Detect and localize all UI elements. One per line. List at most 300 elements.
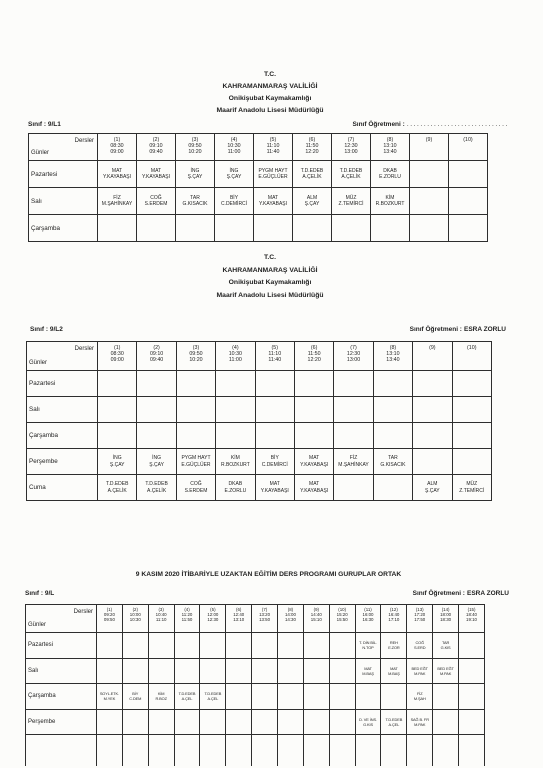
empty-cell xyxy=(174,709,200,735)
teacher-name: M.PAK xyxy=(414,670,426,676)
teacher-name: E.ZORLU xyxy=(224,487,247,494)
lesson-cell xyxy=(254,188,293,215)
teacher-name: M.YEK xyxy=(103,696,116,702)
period-end-time: 13:00 xyxy=(344,149,358,156)
timetable-grid xyxy=(28,133,488,242)
lesson-cell xyxy=(176,449,215,475)
period-end-time: 13:40 xyxy=(386,357,400,364)
lesson-cell xyxy=(452,475,491,501)
program-title: 9 KASIM 2020 İTİBARİYLE UZAKTAN EĞİTİM DERS PROGRAMI GURUPLAR ORTAK xyxy=(135,571,402,578)
school-line: Maarif Anadolu Lisesi Müdürlüğü xyxy=(216,107,324,114)
period-header xyxy=(176,134,215,161)
lesson-name: MÜZ xyxy=(466,481,478,488)
empty-cell xyxy=(413,371,452,397)
empty-cell xyxy=(122,633,148,659)
period-start-time: 13:20 xyxy=(259,612,271,618)
period-start-time: 08:30 xyxy=(110,143,124,150)
empty-cell xyxy=(355,684,381,710)
empty-cell xyxy=(176,371,215,397)
empty-cell xyxy=(122,735,148,767)
class-teacher-name: ESRA ZORLU xyxy=(463,326,506,333)
period-number: (9) xyxy=(425,137,433,143)
empty-cell xyxy=(373,423,412,449)
teacher-name: R.BOZ xyxy=(155,696,167,702)
lesson-cell xyxy=(148,684,174,710)
period-header xyxy=(452,342,491,371)
empty-cell xyxy=(200,658,226,684)
district-line: Onikişubat Kaymakamlığı xyxy=(228,95,312,102)
period-end-time: 14:30 xyxy=(284,617,296,623)
corner-cell xyxy=(26,605,97,633)
empty-cell xyxy=(148,633,174,659)
lesson-cell xyxy=(254,161,293,188)
empty-cell xyxy=(413,397,452,423)
header-row xyxy=(27,342,492,371)
lesson-cell xyxy=(407,709,433,735)
period-start-time: 13:10 xyxy=(386,351,400,358)
lesson-cell xyxy=(215,161,254,188)
teacher-name: M.BAŞ xyxy=(362,670,374,676)
teacher-name: A.ÇELİK xyxy=(341,174,361,180)
empty-cell xyxy=(452,449,491,475)
empty-cell xyxy=(255,371,294,397)
period-header xyxy=(252,605,278,633)
period-end-time: 13:50 xyxy=(259,617,271,623)
gunler-label: Günler xyxy=(31,150,50,156)
empty-cell xyxy=(122,709,148,735)
empty-cell xyxy=(278,633,304,659)
empty-cell xyxy=(449,188,488,215)
period-number: (2) xyxy=(132,607,138,612)
lesson-name: DKAB xyxy=(383,167,397,174)
empty-cell xyxy=(452,423,491,449)
corner-cell xyxy=(29,134,98,161)
lesson-name: COĞ xyxy=(150,194,162,201)
lesson-name: MAT xyxy=(309,455,320,462)
empty-cell xyxy=(216,397,255,423)
empty-cell xyxy=(410,188,449,215)
teacher-name: M.ŞAHİNKAY xyxy=(338,461,369,468)
lesson-name: PYGM HAYT xyxy=(181,455,211,462)
period-start-time: 15:20 xyxy=(336,612,348,618)
lesson-cell xyxy=(407,684,433,710)
teacher-name: S.ERDEM xyxy=(144,201,168,207)
empty-cell xyxy=(252,658,278,684)
day-cell: Salı xyxy=(27,397,98,423)
period-header xyxy=(176,342,215,371)
lesson-cell xyxy=(355,633,381,659)
class-teacher-name: ESRA ZORLU xyxy=(466,590,509,597)
period-number: (1) xyxy=(113,137,121,143)
empty-cell xyxy=(329,709,355,735)
period-header xyxy=(329,605,355,633)
period-number: (2) xyxy=(153,345,160,351)
lesson-cell xyxy=(294,449,333,475)
empty-cell xyxy=(137,423,176,449)
period-header xyxy=(332,134,371,161)
lesson-cell xyxy=(293,188,332,215)
period-number: (6) xyxy=(308,137,316,143)
empty-cell xyxy=(148,658,174,684)
empty-cell xyxy=(216,371,255,397)
header-row xyxy=(29,134,488,161)
period-start-time: 12:30 xyxy=(344,143,358,150)
lesson-cell xyxy=(137,475,176,501)
period-end-time: 11:10 xyxy=(155,617,167,623)
period-start-time: 09:10 xyxy=(149,351,164,358)
lesson-cell xyxy=(176,161,215,188)
teacher-name: M.PAK xyxy=(414,721,426,727)
teacher-name: Ş.ÇAY xyxy=(304,201,320,207)
class-label: Sınıf : 9/L2 xyxy=(30,326,63,333)
period-number: (4) xyxy=(184,607,190,612)
class-teacher-label: Sınıf Öğretmeni : xyxy=(409,326,462,333)
teacher-name: S.ERDEM xyxy=(184,487,208,494)
period-start-time: 11:50 xyxy=(305,143,319,150)
period-header xyxy=(200,605,226,633)
table-row xyxy=(29,188,488,215)
empty-cell xyxy=(200,633,226,659)
empty-cell xyxy=(226,633,252,659)
day-cell: Cuma xyxy=(27,475,98,501)
lesson-cell xyxy=(216,475,255,501)
empty-cell xyxy=(293,215,332,242)
lesson-cell xyxy=(294,475,333,501)
empty-cell xyxy=(303,709,329,735)
day-cell: Pazartesi xyxy=(27,371,98,397)
period-start-time: 11:10 xyxy=(266,143,280,150)
period-header xyxy=(303,605,329,633)
empty-cell xyxy=(334,423,373,449)
teacher-name: E.GÜÇLÜER xyxy=(181,461,211,468)
official-header-1 xyxy=(0,69,540,117)
period-number: (1) xyxy=(113,345,121,351)
empty-cell xyxy=(407,735,433,767)
table-row xyxy=(27,449,492,475)
lesson-cell xyxy=(355,709,381,735)
gunler-label: Günler xyxy=(29,360,48,366)
empty-cell xyxy=(137,215,176,242)
period-header xyxy=(413,342,452,371)
period-header xyxy=(449,134,488,161)
lesson-name: PYGM HAYT xyxy=(258,167,288,174)
lesson-cell xyxy=(215,188,254,215)
lesson-name: T.D.EDEB xyxy=(300,167,324,174)
period-end-time: 19:10 xyxy=(466,617,478,623)
empty-cell xyxy=(137,397,176,423)
timetable-grid xyxy=(25,604,485,766)
empty-cell xyxy=(252,735,278,767)
empty-cell xyxy=(373,371,412,397)
teacher-name: E.ZORLU xyxy=(379,174,401,180)
period-start-time: 10:30 xyxy=(227,143,241,150)
empty-cell xyxy=(373,397,412,423)
lesson-cell xyxy=(334,449,373,475)
period-header xyxy=(293,134,332,161)
class-teacher-line xyxy=(410,326,506,333)
lesson-name: MAT xyxy=(111,167,123,174)
period-number: (4) xyxy=(232,345,239,351)
lesson-cell xyxy=(98,161,137,188)
lesson-cell xyxy=(174,684,200,710)
lesson-name: TAR xyxy=(442,640,450,646)
official-header-2 xyxy=(0,252,540,303)
period-end-time: 12:20 xyxy=(307,357,321,364)
period-end-time: 11:00 xyxy=(228,357,242,364)
day-cell: Perşembe xyxy=(26,709,97,735)
teacher-name: G.KISACIK xyxy=(182,201,208,207)
period-number: (6) xyxy=(236,607,242,612)
period-end-time: 10:20 xyxy=(188,149,202,156)
lesson-name: SAĞ B. FR xyxy=(410,716,429,722)
period-end-time: 15:50 xyxy=(336,617,348,623)
period-start-time: 14:40 xyxy=(310,612,322,618)
empty-cell xyxy=(216,423,255,449)
teacher-name: Z.TEMİRCİ xyxy=(338,201,364,207)
class-teacher-label: Sınıf Öğretmeni : xyxy=(412,590,465,597)
governorship-line: KAHRAMANMARAŞ VALİLİĞİ xyxy=(222,83,318,90)
period-header xyxy=(294,342,333,371)
lesson-cell xyxy=(98,449,137,475)
lesson-cell xyxy=(433,658,459,684)
lesson-name: ALM xyxy=(306,194,318,201)
timetable-9-l-remote xyxy=(25,604,485,766)
district-line: Onikişubat Kaymakamlığı xyxy=(228,279,312,287)
empty-cell xyxy=(98,397,137,423)
teacher-name: G.KIS xyxy=(363,721,373,727)
period-end-time: 11:50 xyxy=(181,617,193,623)
lesson-cell xyxy=(355,658,381,684)
empty-cell xyxy=(433,735,459,767)
teacher-name: S.ERD xyxy=(414,645,426,651)
teacher-name: A.ÇEL xyxy=(207,696,219,702)
period-end-time: 17:10 xyxy=(388,617,400,623)
lesson-name: T.D.EDEB xyxy=(339,167,363,174)
period-header xyxy=(226,605,252,633)
empty-cell xyxy=(303,633,329,659)
period-header xyxy=(216,342,255,371)
timetable-9-l2 xyxy=(26,341,492,502)
dersler-label: Dersler xyxy=(73,609,93,615)
empty-cell xyxy=(381,735,407,767)
period-start-time: 09:50 xyxy=(188,143,202,150)
period-header xyxy=(433,605,459,633)
period-start-time: 12:40 xyxy=(233,612,245,618)
lesson-name: İNG xyxy=(112,455,122,462)
period-header xyxy=(373,342,412,371)
empty-cell xyxy=(137,371,176,397)
empty-cell xyxy=(303,658,329,684)
period-end-time: 13:10 xyxy=(233,617,245,623)
empty-cell xyxy=(97,709,123,735)
period-header xyxy=(255,342,294,371)
day-cell: Çarşamba xyxy=(27,423,98,449)
period-number: (9) xyxy=(313,607,319,612)
table-row xyxy=(29,215,488,242)
lesson-cell xyxy=(98,188,137,215)
lesson-name: T.D.EDEB xyxy=(204,691,222,697)
lesson-cell xyxy=(176,188,215,215)
period-end-time: 12:30 xyxy=(207,617,219,623)
period-start-time: 10:40 xyxy=(155,612,167,618)
teacher-name: A.ÇEL xyxy=(181,696,193,702)
table-row xyxy=(27,475,492,501)
period-header xyxy=(407,605,433,633)
empty-cell xyxy=(449,161,488,188)
empty-cell xyxy=(410,161,449,188)
lesson-name: T. DİN BİL. xyxy=(359,640,377,646)
teacher-name: Y.KAYABAŞI xyxy=(300,461,329,468)
teacher-name: M.PAK xyxy=(439,670,452,676)
empty-cell xyxy=(452,397,491,423)
teacher-name: C.DEMİRCİ xyxy=(220,201,248,207)
lesson-cell xyxy=(332,161,371,188)
lesson-name: SOYL.ETK. xyxy=(99,691,120,697)
empty-cell xyxy=(459,658,485,684)
lesson-name: TAR xyxy=(388,455,398,462)
lesson-name: MAT xyxy=(364,665,372,671)
period-number: (7) xyxy=(347,137,355,143)
lesson-name: BİY xyxy=(132,691,139,697)
dersler-label: Dersler xyxy=(74,138,94,144)
period-start-time: 16:40 xyxy=(388,612,400,618)
period-number: (10) xyxy=(338,607,347,612)
lesson-name: T.D.EDEB xyxy=(178,691,196,697)
period-end-time: 17:50 xyxy=(414,617,426,623)
table-row xyxy=(27,423,492,449)
timetable-9-l1 xyxy=(28,133,488,243)
teacher-name: A.ÇELİK xyxy=(107,487,127,494)
lesson-cell xyxy=(200,684,226,710)
teacher-name: M.ŞAHİNKAY xyxy=(101,201,133,207)
period-header xyxy=(254,134,293,161)
empty-cell xyxy=(452,371,491,397)
empty-cell xyxy=(329,684,355,710)
lesson-cell xyxy=(371,161,410,188)
table-row xyxy=(29,161,488,188)
table-row xyxy=(26,633,485,659)
lesson-cell xyxy=(122,684,148,710)
empty-cell xyxy=(252,684,278,710)
empty-cell xyxy=(329,735,355,767)
tc-line: T.C. xyxy=(263,71,277,78)
empty-cell xyxy=(174,658,200,684)
empty-cell xyxy=(433,709,459,735)
empty-cell xyxy=(413,423,452,449)
period-end-time: 15:10 xyxy=(310,617,322,623)
period-end-time: 09:40 xyxy=(149,149,163,156)
period-start-time: 11:50 xyxy=(307,351,321,358)
lesson-name: COĞ xyxy=(190,481,202,488)
empty-cell xyxy=(459,684,485,710)
empty-cell xyxy=(371,215,410,242)
period-start-time: 12:00 xyxy=(207,612,219,618)
period-number: (1) xyxy=(106,607,113,612)
lesson-name: KİM xyxy=(230,455,240,462)
lesson-cell xyxy=(97,684,123,710)
empty-cell xyxy=(303,684,329,710)
period-header xyxy=(334,342,373,371)
period-header xyxy=(137,342,176,371)
period-end-time: 09:50 xyxy=(103,617,115,623)
lesson-name: BİY xyxy=(270,455,279,462)
day-cell: Çarşamba xyxy=(26,684,97,710)
lesson-cell xyxy=(433,633,459,659)
period-start-time: 10:00 xyxy=(129,612,141,618)
teacher-name: Ş.ÇAY xyxy=(149,461,164,468)
period-end-time: 11:40 xyxy=(266,149,280,156)
class-teacher-line xyxy=(352,121,509,128)
school-line: Maarif Anadolu Lisesi Müdürlüğü xyxy=(216,292,324,300)
period-start-time: 09:20 xyxy=(103,612,115,618)
period-number: (13) xyxy=(415,607,424,612)
empty-cell xyxy=(176,215,215,242)
period-number: (8) xyxy=(389,345,397,351)
period-number: (2) xyxy=(152,137,160,143)
empty-cell xyxy=(329,658,355,684)
teacher-name: G.KISACIK xyxy=(380,461,406,468)
teacher-name: G.KIS xyxy=(440,645,451,651)
lesson-name: FİZ xyxy=(349,455,358,462)
period-start-time: 17:20 xyxy=(414,612,426,618)
empty-cell xyxy=(176,397,215,423)
period-end-time: 13:00 xyxy=(346,357,361,364)
lesson-cell xyxy=(255,449,294,475)
period-header xyxy=(278,605,304,633)
period-number: (15) xyxy=(467,607,476,612)
empty-cell xyxy=(226,684,252,710)
period-header xyxy=(137,134,176,161)
period-header xyxy=(371,134,410,161)
empty-cell xyxy=(278,709,304,735)
lesson-name: T.D.EDEB xyxy=(145,481,168,488)
lesson-name: REH xyxy=(389,640,398,646)
period-header xyxy=(381,605,407,633)
period-end-time: 18:30 xyxy=(440,617,452,623)
empty-cell xyxy=(148,735,174,767)
lesson-cell xyxy=(407,658,433,684)
period-number: (14) xyxy=(441,607,450,612)
empty-cell xyxy=(334,371,373,397)
empty-cell xyxy=(174,633,200,659)
empty-cell xyxy=(459,709,485,735)
empty-cell xyxy=(334,397,373,423)
period-start-time: 18:00 xyxy=(440,612,452,618)
period-start-time: 16:00 xyxy=(362,612,374,618)
empty-cell xyxy=(294,423,333,449)
table-row xyxy=(26,709,485,735)
empty-cell xyxy=(226,658,252,684)
lesson-name: BİY xyxy=(229,194,239,201)
empty-cell xyxy=(252,709,278,735)
empty-cell xyxy=(122,658,148,684)
teacher-name: Y.KAYABAŞI xyxy=(300,487,329,494)
lesson-cell xyxy=(137,449,176,475)
period-number: (5) xyxy=(271,345,278,351)
period-number: (3) xyxy=(191,137,199,143)
teacher-name: Ş.ÇAY xyxy=(187,174,203,180)
empty-cell xyxy=(97,658,123,684)
empty-cell xyxy=(433,684,459,710)
table-row xyxy=(26,684,485,710)
period-end-time: 09:00 xyxy=(110,357,124,364)
period-header xyxy=(459,605,485,633)
period-end-time: 09:40 xyxy=(149,357,164,364)
lesson-cell xyxy=(413,475,452,501)
lesson-name: FİZ xyxy=(416,691,423,697)
empty-cell xyxy=(97,633,123,659)
corner-cell xyxy=(27,342,98,371)
